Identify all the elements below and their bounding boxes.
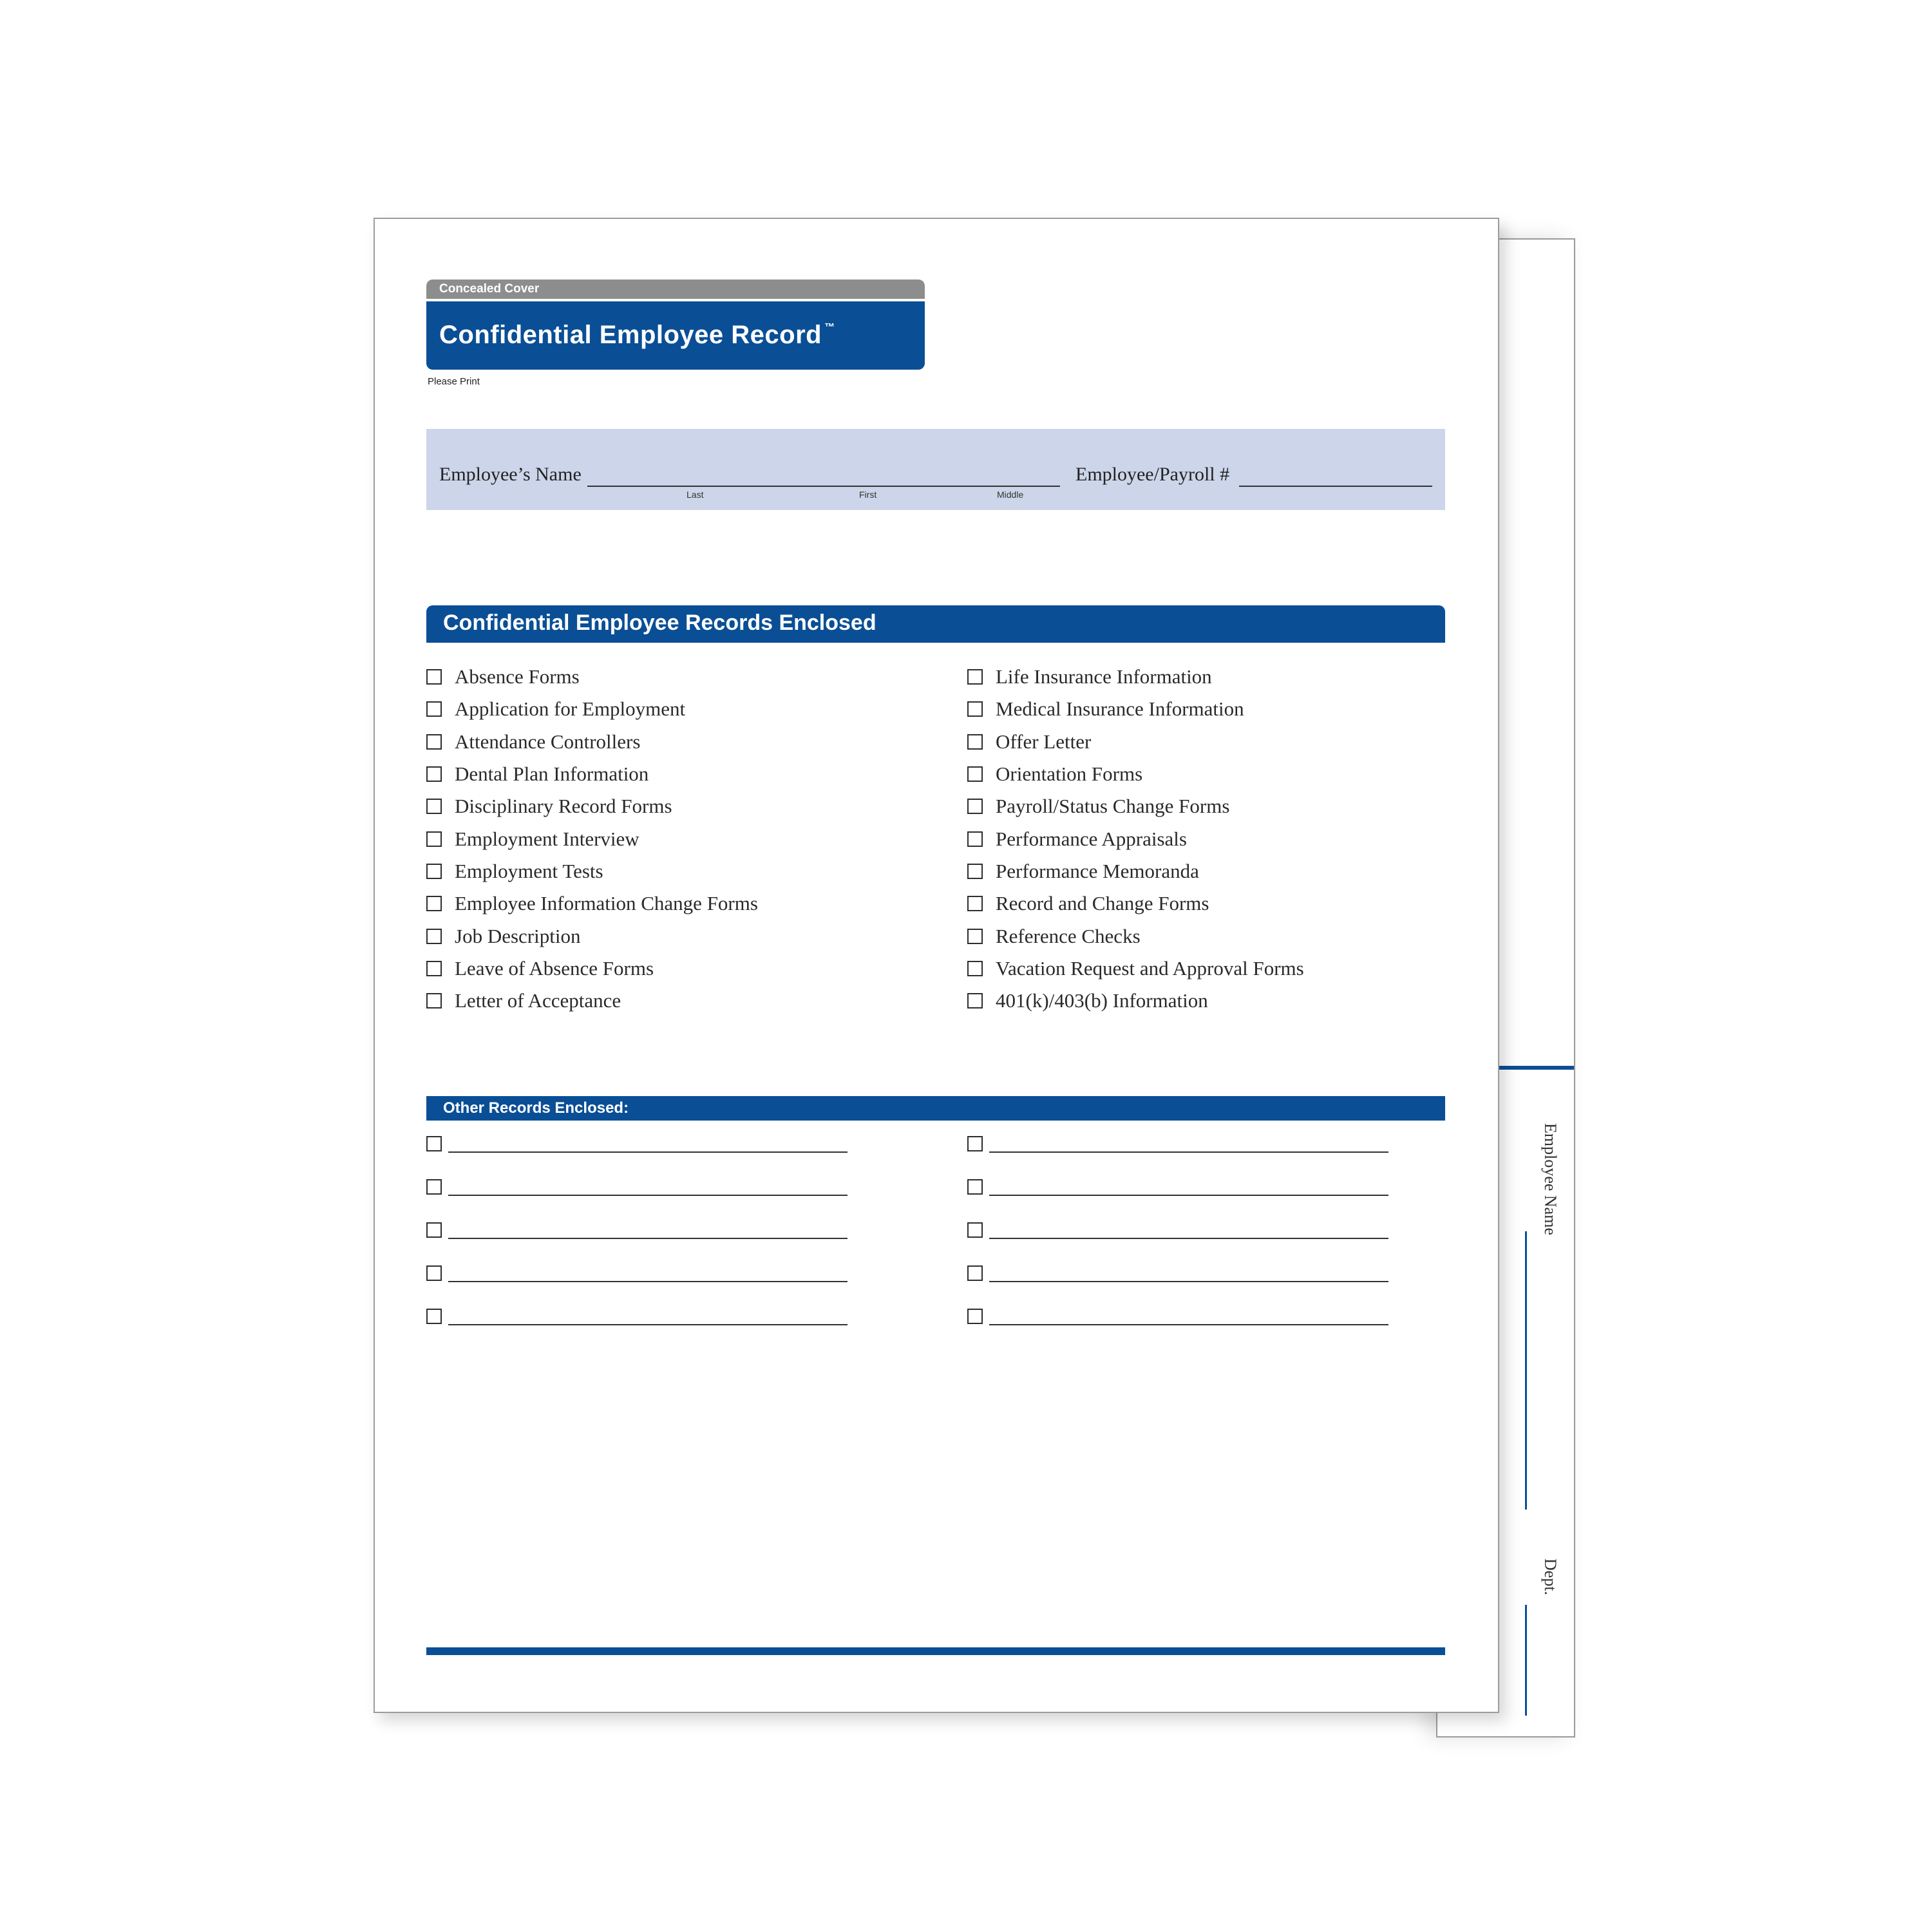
page-title: Confidential Employee Record [439, 321, 822, 349]
record-item [426, 661, 758, 693]
employee-name-label: Employee’s Name [439, 464, 582, 485]
checkbox[interactable] [426, 896, 442, 911]
record-item-label: Offer Letter [996, 730, 1092, 753]
blank-line[interactable] [989, 1281, 1388, 1282]
record-item [426, 726, 758, 758]
record-item [426, 985, 758, 1017]
record-item-label: 401(k)/403(b) Information [996, 989, 1208, 1012]
checkbox[interactable] [426, 831, 442, 847]
record-item-label: Leave of Absence Forms [455, 956, 654, 980]
record-item-label: Dental Plan Information [455, 762, 649, 786]
record-item [967, 855, 1304, 887]
checkbox[interactable] [426, 669, 442, 685]
record-item [426, 822, 758, 855]
blank-line[interactable] [448, 1151, 848, 1153]
record-item [426, 920, 758, 952]
record-item [426, 758, 758, 790]
record-item-label: Employee Information Change Forms [455, 892, 758, 915]
checkbox[interactable] [967, 669, 983, 685]
record-item [426, 952, 758, 985]
record-item [967, 887, 1304, 920]
record-item-label: Orientation Forms [996, 762, 1143, 786]
blank-line[interactable] [989, 1324, 1388, 1325]
checkbox[interactable] [426, 1179, 442, 1195]
record-cover-page [374, 218, 1499, 1713]
record-item-label: Attendance Controllers [455, 730, 641, 753]
record-item-label: Letter of Acceptance [455, 989, 621, 1012]
checkbox[interactable] [967, 734, 983, 750]
blank-line[interactable] [989, 1195, 1388, 1196]
checkbox[interactable] [967, 831, 983, 847]
trademark-mark: ™ [824, 322, 835, 333]
checkbox[interactable] [967, 1179, 983, 1195]
checkbox[interactable] [426, 734, 442, 750]
record-item [426, 790, 758, 822]
record-item [967, 952, 1304, 985]
record-item-label: Reference Checks [996, 924, 1141, 947]
bottom-rule [426, 1647, 1445, 1655]
record-item-label: Record and Change Forms [996, 892, 1209, 915]
record-item [426, 693, 758, 725]
record-item [967, 661, 1304, 693]
checkbox[interactable] [426, 1222, 442, 1238]
record-item-label: Absence Forms [455, 665, 580, 688]
record-item-label: Medical Insurance Information [996, 697, 1244, 721]
record-item-label: Payroll/Status Change Forms [996, 795, 1230, 818]
checkbox[interactable] [967, 1309, 983, 1324]
checkbox[interactable] [967, 864, 983, 879]
back-employee-name-label: Employee Name [1541, 1123, 1560, 1235]
checkbox[interactable] [426, 766, 442, 782]
blank-line[interactable] [989, 1151, 1388, 1153]
checkbox[interactable] [426, 1136, 442, 1151]
record-item-label: Employment Tests [455, 859, 603, 882]
title-bar [426, 301, 925, 370]
employee-name-field[interactable] [587, 486, 1060, 487]
record-item [967, 758, 1304, 790]
checkbox[interactable] [426, 701, 442, 717]
checkbox[interactable] [426, 799, 442, 814]
checkbox[interactable] [426, 929, 442, 944]
back-dept-line [1525, 1605, 1527, 1716]
record-item [967, 790, 1304, 822]
record-item-label: Job Description [455, 924, 581, 947]
record-item [426, 887, 758, 920]
checkbox[interactable] [967, 929, 983, 944]
please-print-note: Please Print [428, 376, 480, 387]
blank-line[interactable] [448, 1195, 848, 1196]
record-item-label: Application for Employment [455, 697, 686, 721]
checkbox[interactable] [967, 701, 983, 717]
record-item-label: Disciplinary Record Forms [455, 795, 672, 818]
record-item [426, 855, 758, 887]
first-name-sublabel: First [859, 489, 877, 500]
checkbox[interactable] [967, 961, 983, 976]
blank-line[interactable] [448, 1281, 848, 1282]
record-item [967, 726, 1304, 758]
checkbox[interactable] [967, 1265, 983, 1281]
middle-name-sublabel: Middle [997, 489, 1024, 500]
record-item [967, 822, 1304, 855]
record-item-label: Life Insurance Information [996, 665, 1212, 688]
checkbox[interactable] [967, 896, 983, 911]
checkbox[interactable] [967, 766, 983, 782]
record-item [967, 693, 1304, 725]
checkbox[interactable] [967, 1136, 983, 1151]
record-item-label: Performance Appraisals [996, 827, 1187, 850]
payroll-number-field[interactable] [1239, 486, 1432, 487]
blank-line[interactable] [448, 1324, 848, 1325]
checkbox[interactable] [426, 1309, 442, 1324]
record-item-label: Performance Memoranda [996, 859, 1199, 882]
record-item-label: Employment Interview [455, 827, 639, 850]
checkbox[interactable] [967, 1222, 983, 1238]
checkbox[interactable] [426, 961, 442, 976]
back-employee-name-line [1525, 1231, 1527, 1510]
records-list-left [426, 661, 758, 1017]
record-item [967, 920, 1304, 952]
employee-name-band [426, 429, 1445, 510]
checkbox[interactable] [426, 1265, 442, 1281]
checkbox[interactable] [426, 993, 442, 1009]
other-records-header: Other Records Enclosed: [426, 1096, 1445, 1121]
back-dept-label: Dept. [1541, 1558, 1560, 1596]
record-item [967, 985, 1304, 1017]
concealed-cover-tab: Concealed Cover [426, 279, 925, 299]
checkbox[interactable] [967, 799, 983, 814]
blank-line[interactable] [989, 1238, 1388, 1239]
records-enclosed-header: Confidential Employee Records Enclosed [426, 605, 1445, 643]
blank-line[interactable] [448, 1238, 848, 1239]
records-list-right [967, 661, 1304, 1017]
checkbox[interactable] [426, 864, 442, 879]
checkbox[interactable] [967, 993, 983, 1009]
payroll-label: Employee/Payroll # [1075, 464, 1230, 485]
last-name-sublabel: Last [687, 489, 704, 500]
record-item-label: Vacation Request and Approval Forms [996, 956, 1304, 980]
